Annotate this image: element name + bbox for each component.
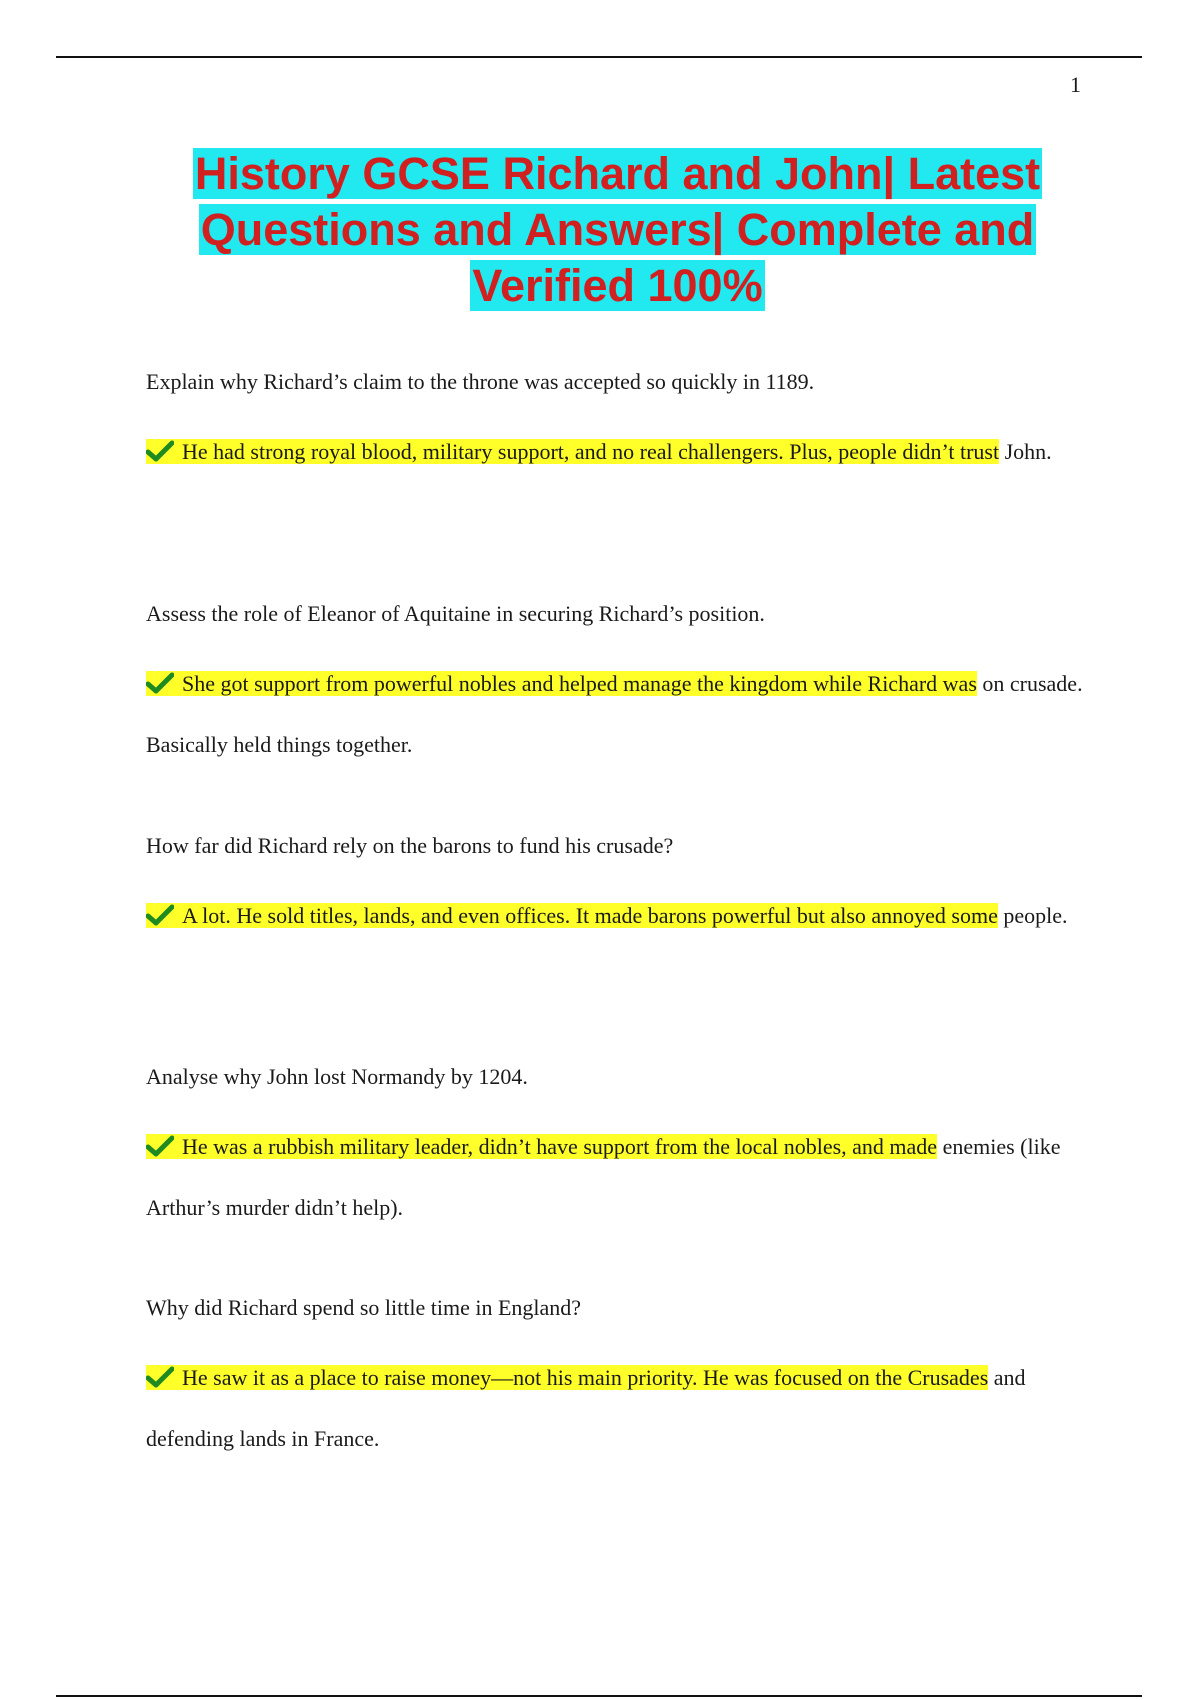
question-text: Analyse why John lost Normandy by 1204. [146, 1064, 528, 1089]
page-number: 1 [1070, 72, 1081, 97]
question-text: Explain why Richard’s claim to the throne was accepted so quickly in 1189. [146, 369, 815, 394]
qa-item [146, 1293, 1086, 1469]
answer-continued-text: enemies (like Arthur’s murder didn’t help). [146, 1134, 1061, 1220]
title-line-2: Questions and Answers| Complete and [200, 204, 1035, 255]
question-text: Assess the role of Eleanor of Aquitaine in securing Richard’s position. [146, 601, 765, 626]
qa-item [146, 1062, 1086, 1238]
answer-highlighted-text: He saw it as a place to raise money—not his main priority. He was focused on the Crusades [182, 1365, 989, 1390]
answer-highlighted-text: A lot. He sold titles, lands, and even offices. It made barons powerful but also annoyed some [182, 903, 998, 928]
answer-highlight [146, 439, 999, 464]
title-line-3: Verified 100% [472, 260, 763, 311]
qa-item [146, 831, 1086, 946]
top-rule [56, 56, 1142, 58]
answer-highlight [146, 1134, 937, 1159]
answer-text [146, 1116, 1086, 1238]
answer-continued-text: on crusade. Basically held things together. [146, 671, 1083, 757]
question-text: Why did Richard spend so little time in England? [146, 1295, 582, 1320]
check-icon [146, 1366, 174, 1388]
document-title [130, 146, 1105, 314]
check-icon [146, 440, 174, 462]
answer-highlight [146, 671, 977, 696]
answer-continued-text: John. [1004, 439, 1052, 464]
answer-continued-text: and defending lands in France. [146, 1365, 1026, 1451]
answer-highlighted-text: He was a rubbish military leader, didn’t have support from the local nobles, and made [182, 1134, 938, 1159]
answer-text [146, 885, 1086, 946]
answer-highlighted-text: She got support from powerful nobles and helped manage the kingdom while Richard was [182, 671, 977, 696]
title-line-1: History GCSE Richard and John| Latest [194, 148, 1041, 199]
answer-highlight [146, 903, 998, 928]
qa-item [146, 599, 1086, 775]
check-icon [146, 672, 174, 694]
answer-text [146, 1347, 1086, 1469]
question-text: How far did Richard rely on the barons to fund his crusade? [146, 833, 674, 858]
answer-continued-text: people. [1003, 903, 1068, 928]
check-icon [146, 1135, 174, 1157]
qa-item [146, 367, 1086, 482]
answer-text [146, 421, 1086, 482]
bottom-rule [56, 1695, 1142, 1697]
check-icon [146, 904, 174, 926]
answer-highlighted-text: He had strong royal blood, military support, and no real challengers. Plus, people didn’t trust [182, 439, 1000, 464]
answer-highlight [146, 1365, 988, 1390]
answer-text [146, 653, 1086, 775]
